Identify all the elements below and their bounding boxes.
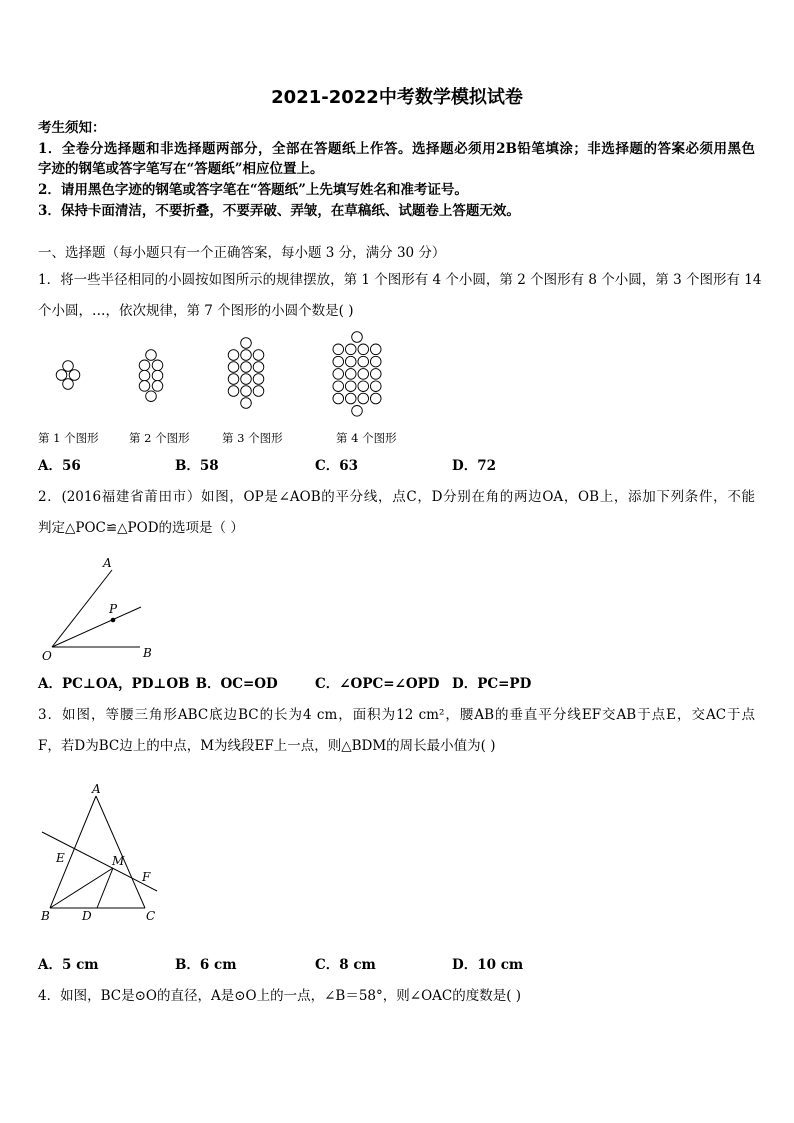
notice-line-1: 1．全卷分选择题和非选择题两部分，全部在答题纸上作答。选择题必须用2B铅笔填涂；非选择题的答案必须用黑色 <box>38 141 755 157</box>
small-circle <box>152 381 163 392</box>
circle-pattern-1 <box>56 361 80 390</box>
label-e: E <box>56 851 65 865</box>
small-circle <box>253 362 264 373</box>
small-circle <box>370 381 381 392</box>
small-circle <box>241 386 252 397</box>
q1-option-d: D．72 <box>452 458 496 474</box>
notice-heading: 考生须知： <box>38 120 106 136</box>
small-circle <box>333 393 344 404</box>
small-circle <box>241 362 252 373</box>
circle-pattern-2 <box>139 350 163 402</box>
small-circle <box>56 370 67 381</box>
small-circle <box>370 369 381 380</box>
circle-pattern-4 <box>333 332 381 416</box>
q2-option-d: D．PC=PD <box>452 676 532 692</box>
label-d: D <box>82 909 92 923</box>
page-title: 2021-2022中考数学模拟试卷 <box>271 87 523 108</box>
small-circle <box>146 350 157 361</box>
question-2-stem-line-2: 判定△POC≌△POD的选项是（ ） <box>38 520 244 536</box>
small-circle <box>352 332 363 343</box>
q1-option-a: A．56 <box>38 458 81 474</box>
question-4-stem-line-1: 4．如图，BC是⊙O的直径，A是⊙O上的一点，∠B＝58°，则∠OAC的度数是( ) <box>38 988 522 1004</box>
question-3-stem-line-1: 3．如图，等腰三角形ABC底边BC的长为4 cm，面积为12 cm²，腰AB的垂直平分线EF交AB于点E，交AC于点 <box>38 707 755 723</box>
section-heading: 一、选择题（每小题只有一个正确答案，每小题 3 分，满分 30 分） <box>38 245 446 261</box>
circle-pattern-3 <box>228 338 264 409</box>
q3-option-b: B．6 cm <box>175 957 237 973</box>
circle-pattern-figure <box>56 332 381 416</box>
side-ac <box>96 796 145 908</box>
figure-caption-4: 第 4 个图形 <box>336 431 397 445</box>
small-circle <box>358 381 369 392</box>
label-m: M <box>112 854 125 868</box>
small-circle <box>241 374 252 385</box>
small-circle <box>345 381 356 392</box>
label-b: B <box>41 909 50 923</box>
segment-bm <box>50 868 113 908</box>
small-circle <box>352 406 363 417</box>
small-circle <box>228 386 239 397</box>
small-circle <box>228 350 239 361</box>
small-circle <box>333 356 344 367</box>
q3-option-a: A．5 cm <box>38 957 99 973</box>
small-circle <box>253 386 264 397</box>
small-circle <box>152 370 163 381</box>
perpendicular-bisector-ef <box>42 832 157 891</box>
figure-caption-2: 第 2 个图形 <box>129 431 190 445</box>
q2-option-b: B．OC=OD <box>195 676 278 692</box>
small-circle <box>333 381 344 392</box>
angle-bisector-figure <box>42 556 152 663</box>
small-circle <box>63 361 74 372</box>
small-circle <box>358 393 369 404</box>
q2-option-c: C．∠OPC=∠OPD <box>315 676 440 692</box>
segment-dm <box>97 868 113 908</box>
small-circle <box>345 393 356 404</box>
small-circle <box>358 369 369 380</box>
label-b: B <box>143 646 152 660</box>
notice-line-3: 3．保持卡面清洁，不要折叠，不要弄破、弄皱，在草稿纸、试题卷上答题无效。 <box>38 203 520 219</box>
small-circle <box>146 391 157 402</box>
small-circle <box>228 362 239 373</box>
label-f: F <box>142 870 151 884</box>
figure-caption-1: 第 1 个图形 <box>38 431 99 445</box>
side-ab <box>50 796 96 908</box>
notice-line-2: 2．请用黑色字迹的钢笔或答字笔在“答题纸”上先填写姓名和准考证号。 <box>38 182 468 198</box>
small-circle <box>333 344 344 355</box>
label-a: A <box>103 556 112 570</box>
ray-op <box>52 607 141 647</box>
q2-option-a: A．PC⊥OA，PD⊥OB <box>38 676 190 692</box>
q2-option-row-ab <box>38 674 278 694</box>
label-p: P <box>109 602 118 616</box>
small-circle <box>253 374 264 385</box>
small-circle <box>139 370 150 381</box>
q3-option-d: D．10 cm <box>452 957 524 973</box>
q1-option-c: C．63 <box>315 458 359 474</box>
question-2-stem-line-1: 2．(2016福建省莆田市）如图，OP是∠AOB的平分线，点C，D分别在角的两边OA，OB上，添加下列条件，不能 <box>38 489 755 505</box>
point-p-dot <box>111 618 116 623</box>
question-3-stem-line-2: F，若D为BC边上的中点，M为线段EF上一点，则△BDM的周长最小值为( ) <box>38 738 496 754</box>
small-circle <box>333 369 344 380</box>
label-c: C <box>146 909 156 923</box>
small-circle <box>253 350 264 361</box>
ray-oa <box>52 570 112 647</box>
small-circle <box>370 356 381 367</box>
small-circle <box>152 360 163 371</box>
q1-option-b: B．58 <box>175 458 219 474</box>
small-circle <box>139 381 150 392</box>
small-circle <box>345 344 356 355</box>
small-circle <box>241 338 252 349</box>
small-circle <box>241 350 252 361</box>
small-circle <box>370 344 381 355</box>
small-circle <box>345 356 356 367</box>
small-circle <box>345 369 356 380</box>
small-circle <box>358 344 369 355</box>
small-circle <box>370 393 381 404</box>
triangle-figure <box>40 782 157 923</box>
small-circle <box>139 360 150 371</box>
label-a: A <box>92 782 101 796</box>
question-1-stem-line-2: 个小圆，…，依次规律，第 7 个图形的小圆个数是( ) <box>38 303 354 319</box>
small-circle <box>69 370 80 381</box>
question-1-stem-line-1: 1．将一些半径相同的小圆按如图所示的规律摆放，第 1 个图形有 4 个小圆，第 2 个图形有 8 个小圆，第 3 个图形有 14 <box>38 272 762 288</box>
q3-option-c: C．8 cm <box>315 957 376 973</box>
small-circle <box>63 379 74 390</box>
notice-line-1-cont: 字迹的钢笔或答字笔写在“答题纸”相应位置上。 <box>38 161 324 177</box>
small-circle <box>228 374 239 385</box>
small-circle <box>358 356 369 367</box>
label-o: O <box>42 649 52 663</box>
small-circle <box>241 398 252 409</box>
figure-caption-3: 第 3 个图形 <box>222 431 283 445</box>
